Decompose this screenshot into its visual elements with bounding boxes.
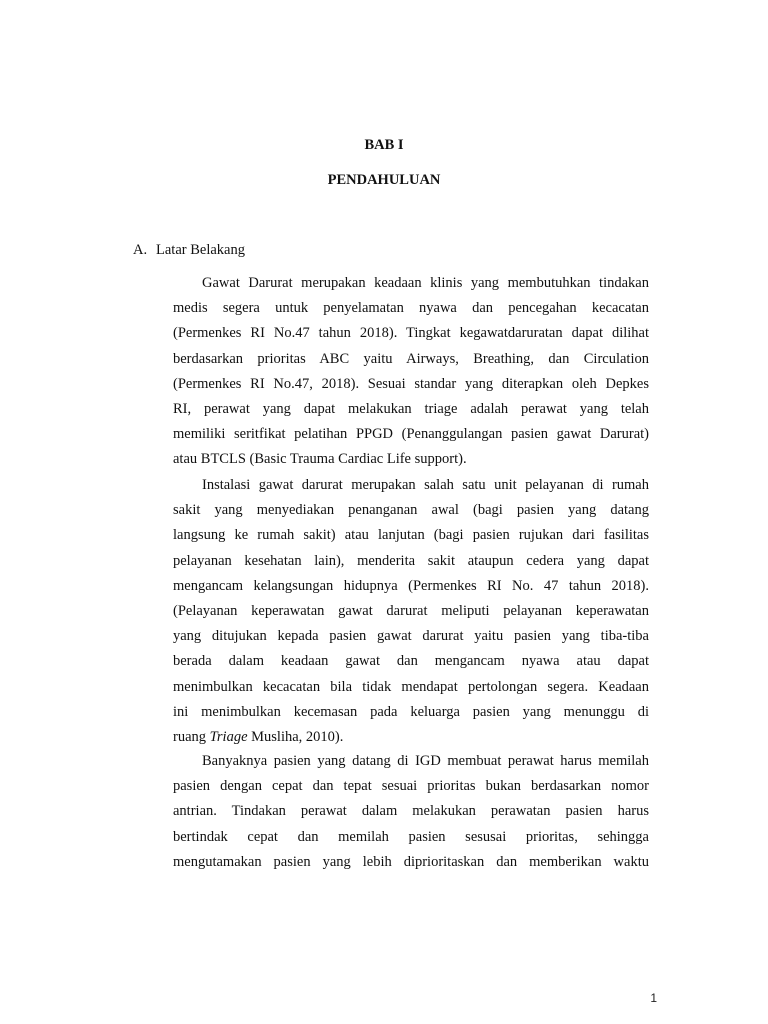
paragraph-3 [173, 749, 649, 875]
text-fragment: Musliha, 2010). [247, 728, 344, 745]
text-line: yang ditujukan kepada pasien gawat darurat yaitu pasien yang tiba-tiba [173, 628, 649, 645]
page-number: 1 [650, 991, 657, 1005]
text-line: mengancam kelangsungan hidupnya (Permenkes RI No. 47 tahun 2018). [173, 577, 649, 594]
section-letter: A. [133, 242, 148, 258]
text-line: (Permenkes RI No.47 tahun 2018). Tingkat kegawatdaruratan dapat dilihat [173, 325, 649, 342]
text-line: Instalasi gawat darurat merupakan salah satu unit pelayanan di rumah [202, 477, 649, 493]
text-line: menimbulkan kecacatan bila tidak mendapat pertolongan segera. Keadaan [173, 678, 649, 695]
text-line: mengutamakan pasien yang lebih diprioritaskan dan memberikan waktu [173, 853, 649, 870]
section-heading [133, 242, 245, 259]
chapter-title: PENDAHULUAN [327, 172, 441, 188]
paragraph-1 [173, 271, 649, 473]
text-line: berdasarkan prioritas ABC yaitu Airways, Breathing, dan Circulation [173, 350, 649, 367]
text-line: bertindak cepat dan memilah pasien sesusai prioritas, sehingga [173, 828, 649, 845]
text-line: Banyaknya pasien yang datang di IGD membuat perawat harus memilah [202, 753, 649, 769]
text-line: pelayanan kesehatan lain), menderita sakit ataupun cedera yang dapat [173, 552, 649, 569]
text-line: (Permenkes RI No.47, 2018). Sesuai standar yang diterapkan oleh Depkes [173, 375, 649, 392]
section-title: Latar Belakang [156, 242, 245, 258]
text-line: (Pelayanan keperawatan gawat darurat meliputi pelayanan keperawatan [173, 602, 649, 619]
text-line: ini menimbulkan kecemasan pada keluarga pasien yang menunggu di [173, 703, 649, 720]
text-line: berada dalam keadaan gawat dan mengancam nyawa atau dapat [173, 653, 649, 670]
text-line: RI, perawat yang dapat melakukan triage adalah perawat yang telah [173, 400, 649, 417]
chapter-number: BAB I [364, 137, 404, 153]
text-line: sakit yang menyediakan penanganan awal (bagi pasien yang datang [173, 502, 649, 519]
italic-term: Triage [209, 728, 248, 745]
text-line [173, 725, 649, 750]
text-line: memiliki seritfikat pelatihan PPGD (Penanggulangan pasien gawat Darurat) [173, 426, 649, 443]
paragraph-2 [173, 473, 649, 750]
text-line: atau BTCLS (Basic Trauma Cardiac Life support). [173, 451, 467, 468]
text-fragment: ruang [173, 728, 210, 745]
text-line: antrian. Tindakan perawat dalam melakukan perawatan pasien harus [173, 803, 649, 820]
text-line: langsung ke rumah sakit) atau lanjutan (bagi pasien rujukan dari fasilitas [173, 527, 649, 544]
text-line: medis segera untuk penyelamatan nyawa dan pencegahan kecacatan [173, 300, 649, 317]
text-line: Gawat Darurat merupakan keadaan klinis yang membutuhkan tindakan [202, 275, 649, 291]
text-line: pasien dengan cepat dan tepat sesuai prioritas bukan berdasarkan nomor [173, 778, 649, 795]
